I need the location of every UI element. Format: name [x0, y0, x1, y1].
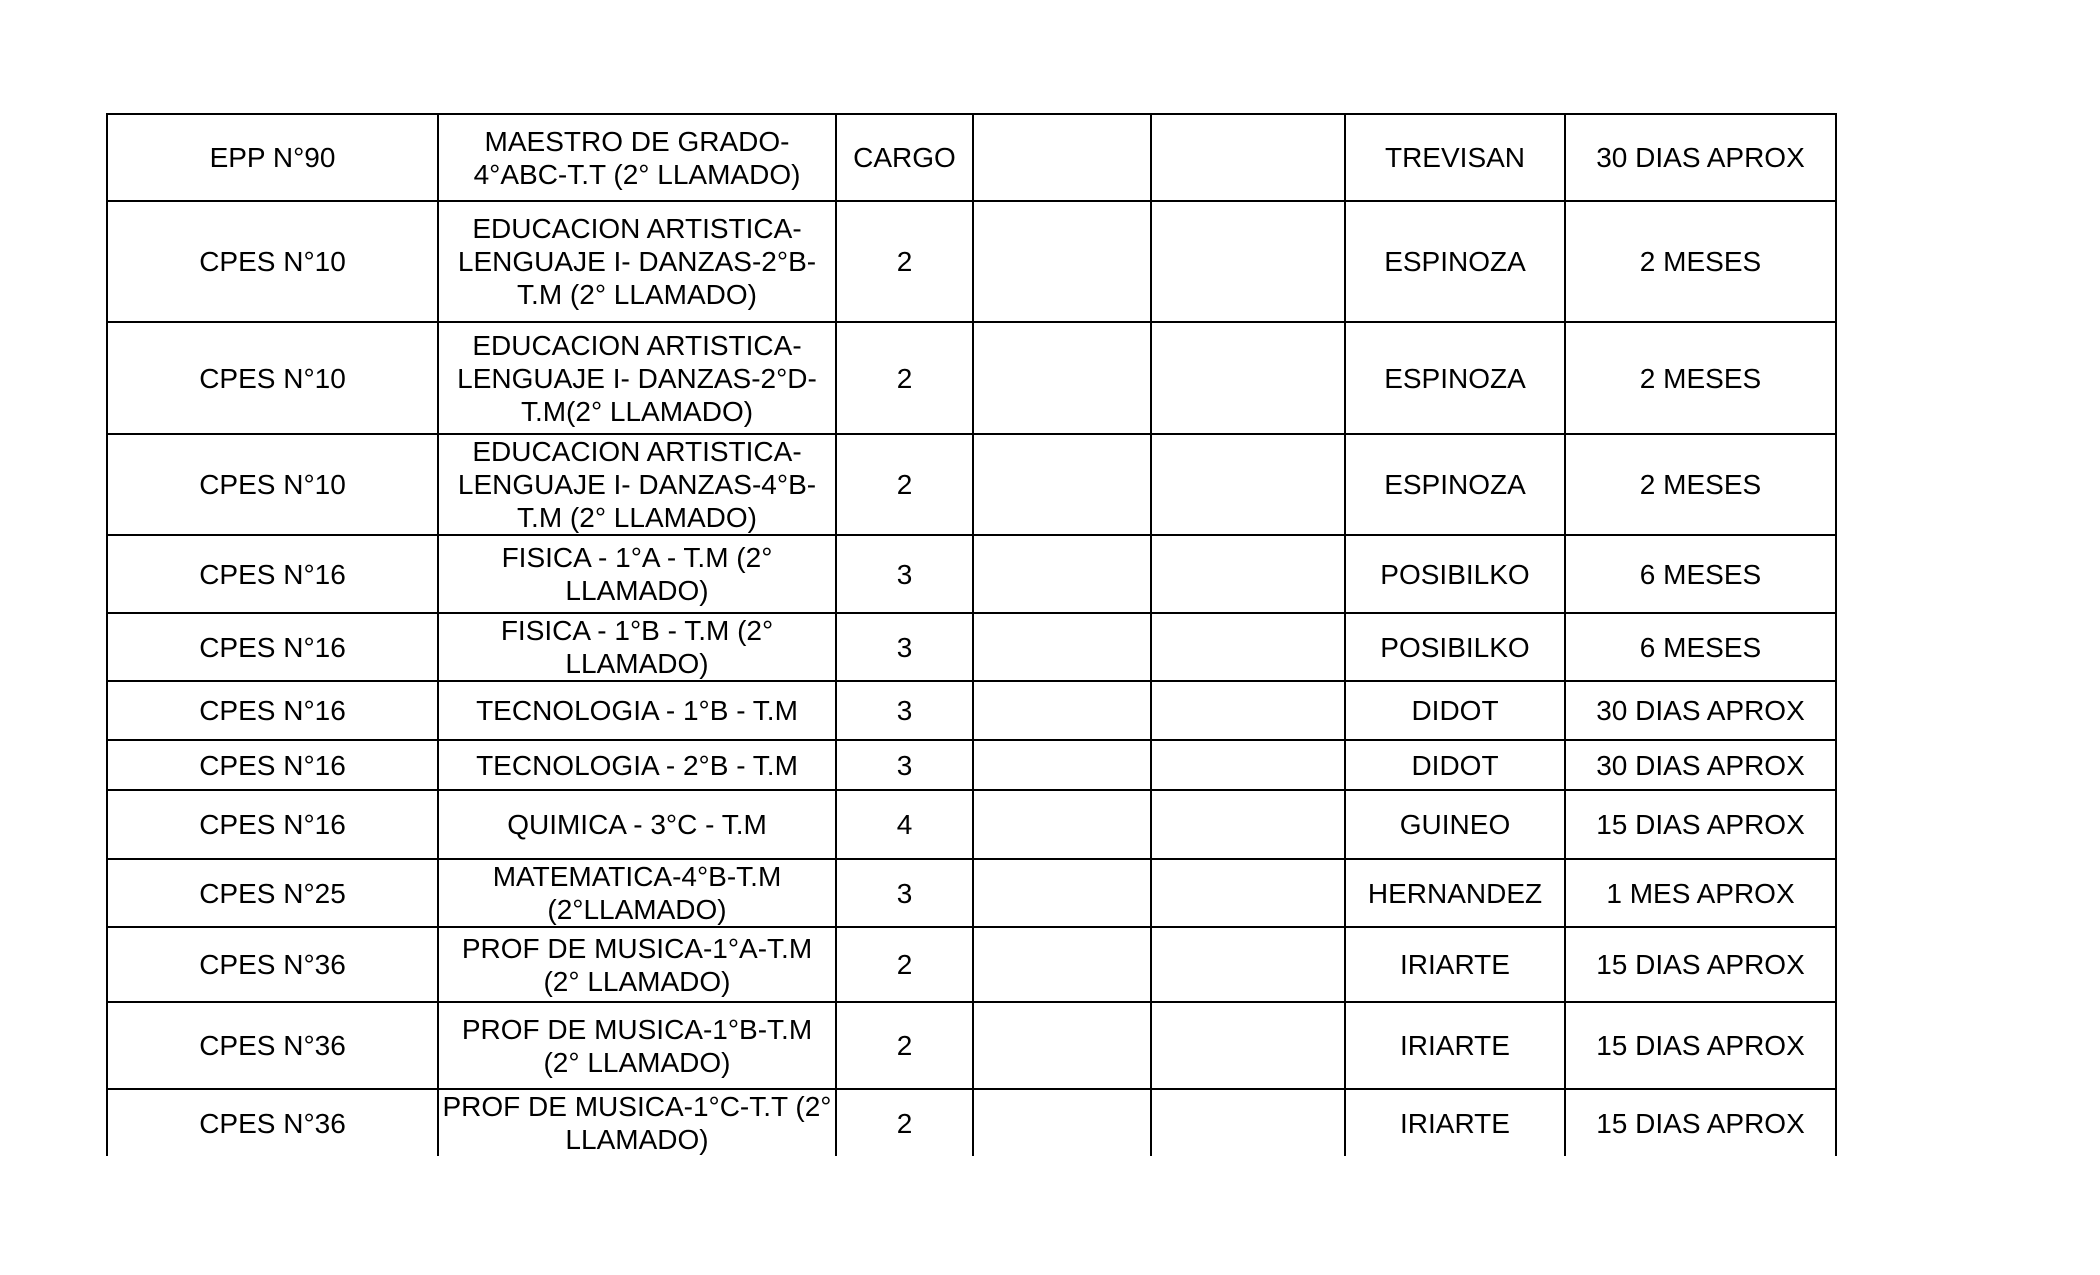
table-row — [107, 681, 1836, 740]
teacher-cell: GUINEO — [1345, 790, 1565, 859]
empty-cell — [973, 322, 1151, 434]
teacher-cell: DIDOT — [1345, 740, 1565, 790]
position-cell: EDUCACION ARTISTICA-LENGUAJE I- DANZAS-2°B-T.M (2° LLAMADO) — [438, 201, 836, 322]
table-row — [107, 790, 1836, 859]
hours-cell: 2 — [836, 1089, 973, 1156]
empty-cell — [973, 740, 1151, 790]
empty-cell — [1151, 1002, 1345, 1089]
position-cell: PROF DE MUSICA-1°C-T.T (2° LLAMADO) — [438, 1089, 836, 1156]
duration-cell: 30 DIAS APROX — [1565, 681, 1836, 740]
teacher-cell: IRIARTE — [1345, 927, 1565, 1002]
hours-cell: 4 — [836, 790, 973, 859]
duration-cell: 2 MESES — [1565, 322, 1836, 434]
empty-cell — [1151, 740, 1345, 790]
position-cell: PROF DE MUSICA-1°B-T.M (2° LLAMADO) — [438, 1002, 836, 1089]
hours-cell: 3 — [836, 535, 973, 613]
hours-cell: 3 — [836, 740, 973, 790]
position-cell: FISICA - 1°B - T.M (2° LLAMADO) — [438, 613, 836, 681]
teacher-cell: POSIBILKO — [1345, 535, 1565, 613]
empty-cell — [973, 859, 1151, 927]
empty-cell — [1151, 201, 1345, 322]
hours-cell: 2 — [836, 434, 973, 535]
duration-cell: 15 DIAS APROX — [1565, 1002, 1836, 1089]
empty-cell — [973, 434, 1151, 535]
hours-cell: 3 — [836, 681, 973, 740]
teacher-cell: IRIARTE — [1345, 1002, 1565, 1089]
empty-cell — [973, 613, 1151, 681]
empty-cell — [973, 927, 1151, 1002]
duration-cell: 2 MESES — [1565, 201, 1836, 322]
teacher-cell: ESPINOZA — [1345, 201, 1565, 322]
hours-cell: 2 — [836, 927, 973, 1002]
school-cell: CPES N°16 — [107, 681, 438, 740]
hours-cell: 2 — [836, 201, 973, 322]
school-cell: CPES N°16 — [107, 535, 438, 613]
school-cell: CPES N°36 — [107, 1089, 438, 1156]
empty-cell — [973, 535, 1151, 613]
table-row — [107, 927, 1836, 1002]
hours-cell: 2 — [836, 322, 973, 434]
teacher-cell: HERNANDEZ — [1345, 859, 1565, 927]
position-cell: TECNOLOGIA - 2°B - T.M — [438, 740, 836, 790]
position-cell: QUIMICA - 3°C - T.M — [438, 790, 836, 859]
school-cell: CPES N°10 — [107, 201, 438, 322]
school-cell: CPES N°36 — [107, 927, 438, 1002]
empty-cell — [973, 114, 1151, 201]
school-cell: CPES N°16 — [107, 740, 438, 790]
table-row — [107, 114, 1836, 201]
teacher-cell: IRIARTE — [1345, 1089, 1565, 1156]
empty-cell — [1151, 790, 1345, 859]
hours-cell: CARGO — [836, 114, 973, 201]
duration-cell: 15 DIAS APROX — [1565, 790, 1836, 859]
empty-cell — [973, 201, 1151, 322]
duration-cell: 6 MESES — [1565, 613, 1836, 681]
teacher-cell: DIDOT — [1345, 681, 1565, 740]
position-cell: EDUCACION ARTISTICA-LENGUAJE I- DANZAS-4°B-T.M (2° LLAMADO) — [438, 434, 836, 535]
table-row — [107, 434, 1836, 535]
table-row — [107, 1089, 1836, 1156]
position-cell: MAESTRO DE GRADO-4°ABC-T.T (2° LLAMADO) — [438, 114, 836, 201]
empty-cell — [1151, 114, 1345, 201]
duration-cell: 15 DIAS APROX — [1565, 927, 1836, 1002]
school-cell: EPP N°90 — [107, 114, 438, 201]
empty-cell — [973, 1002, 1151, 1089]
empty-cell — [1151, 535, 1345, 613]
position-cell: TECNOLOGIA - 1°B - T.M — [438, 681, 836, 740]
table-row — [107, 613, 1836, 681]
school-cell: CPES N°10 — [107, 434, 438, 535]
empty-cell — [973, 681, 1151, 740]
hours-cell: 3 — [836, 613, 973, 681]
teacher-cell: ESPINOZA — [1345, 322, 1565, 434]
empty-cell — [1151, 1089, 1345, 1156]
duration-cell: 1 MES APROX — [1565, 859, 1836, 927]
empty-cell — [973, 1089, 1151, 1156]
school-cell: CPES N°36 — [107, 1002, 438, 1089]
duration-cell: 30 DIAS APROX — [1565, 740, 1836, 790]
duration-cell: 2 MESES — [1565, 434, 1836, 535]
table-row — [107, 740, 1836, 790]
empty-cell — [973, 790, 1151, 859]
school-cell: CPES N°16 — [107, 613, 438, 681]
hours-cell: 2 — [836, 1002, 973, 1089]
empty-cell — [1151, 859, 1345, 927]
vacancy-table — [106, 113, 1837, 1156]
teacher-cell: TREVISAN — [1345, 114, 1565, 201]
duration-cell: 15 DIAS APROX — [1565, 1089, 1836, 1156]
school-cell: CPES N°16 — [107, 790, 438, 859]
position-cell: FISICA - 1°A - T.M (2° LLAMADO) — [438, 535, 836, 613]
table-row — [107, 201, 1836, 322]
empty-cell — [1151, 322, 1345, 434]
duration-cell: 30 DIAS APROX — [1565, 114, 1836, 201]
school-cell: CPES N°25 — [107, 859, 438, 927]
position-cell: EDUCACION ARTISTICA-LENGUAJE I- DANZAS-2°D-T.M(2° LLAMADO) — [438, 322, 836, 434]
position-cell: MATEMATICA-4°B-T.M (2°LLAMADO) — [438, 859, 836, 927]
empty-cell — [1151, 434, 1345, 535]
empty-cell — [1151, 681, 1345, 740]
position-cell: PROF DE MUSICA-1°A-T.M (2° LLAMADO) — [438, 927, 836, 1002]
duration-cell: 6 MESES — [1565, 535, 1836, 613]
school-cell: CPES N°10 — [107, 322, 438, 434]
hours-cell: 3 — [836, 859, 973, 927]
table-row — [107, 535, 1836, 613]
table-row — [107, 859, 1836, 927]
table-row — [107, 1002, 1836, 1089]
teacher-cell: POSIBILKO — [1345, 613, 1565, 681]
empty-cell — [1151, 613, 1345, 681]
teacher-cell: ESPINOZA — [1345, 434, 1565, 535]
empty-cell — [1151, 927, 1345, 1002]
table-row — [107, 322, 1836, 434]
